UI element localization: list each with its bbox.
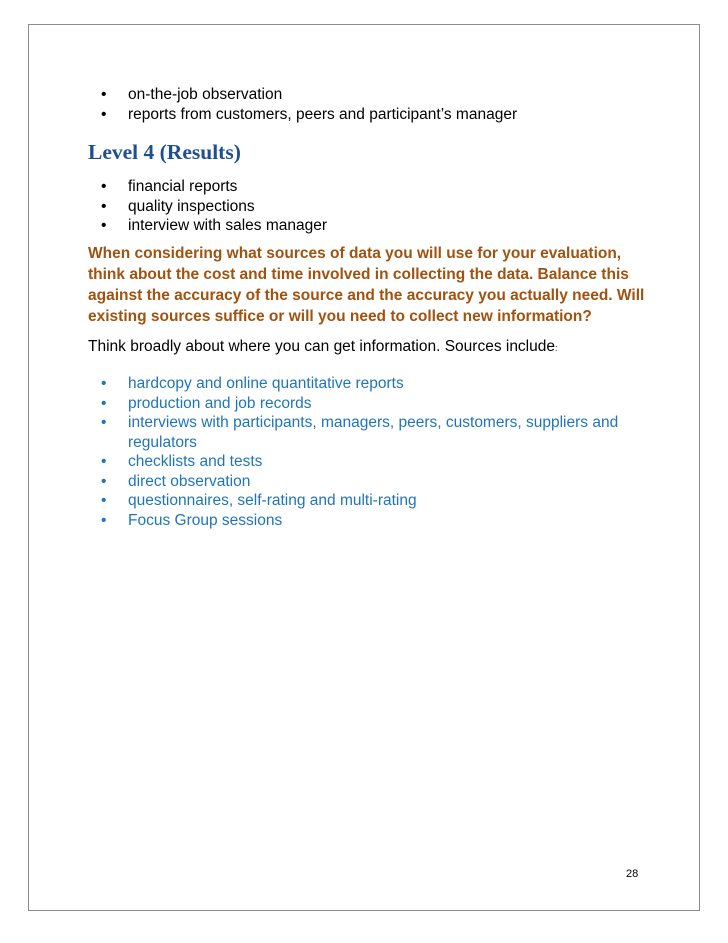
- list-item-text: questionnaires, self-rating and multi-rating: [128, 492, 417, 510]
- list-item: [88, 413, 648, 452]
- list-item-text: Focus Group sessions: [128, 511, 283, 529]
- bullet-icon: •: [101, 492, 107, 510]
- bullet-icon: •: [101, 511, 107, 529]
- page-content: [88, 85, 648, 530]
- list-item-text: checklists and tests: [128, 453, 263, 471]
- page-number: 28: [626, 868, 639, 880]
- bullet-icon: •: [101, 178, 107, 195]
- list-item-text: interviews with participants, managers, peers, customers, suppliers and regulators: [128, 414, 619, 451]
- list-item-text: on-the-job observation: [128, 86, 283, 103]
- list-item-text: reports from customers, peers and participant’s manager: [128, 105, 518, 123]
- list-item-text: financial reports: [128, 178, 238, 195]
- sources-intro-text: Think broadly about where you can get information. Sources include: [88, 338, 555, 356]
- list-item: [88, 394, 648, 414]
- list-item-text: direct observation: [128, 472, 251, 490]
- bullet-icon: •: [101, 217, 107, 234]
- list-item: [88, 491, 648, 511]
- list-item: [88, 177, 648, 197]
- list-item: [88, 374, 648, 394]
- list-item: [88, 197, 648, 217]
- bullet-icon: •: [101, 105, 107, 123]
- list-item: [88, 85, 648, 105]
- bullet-icon: •: [101, 197, 107, 215]
- list-item-text: quality inspections: [128, 197, 255, 215]
- list-item-text: production and job records: [128, 394, 312, 412]
- sources-intro: [88, 337, 648, 358]
- bullet-icon: •: [101, 472, 107, 490]
- list-item-text: interview with sales manager: [128, 217, 328, 234]
- bullet-icon: •: [101, 414, 107, 432]
- list-item: [88, 216, 648, 236]
- list-item-text: hardcopy and online quantitative reports: [128, 375, 404, 393]
- bullet-icon: •: [101, 375, 107, 393]
- list-item: [88, 452, 648, 472]
- sources-list: [88, 374, 648, 530]
- list-item: [88, 472, 648, 492]
- list-item: [88, 511, 648, 531]
- bullet-icon: •: [101, 453, 107, 471]
- bullet-icon: •: [101, 86, 107, 103]
- level-4-heading: Level 4 (Results): [88, 140, 241, 164]
- list-item: [88, 105, 648, 125]
- observation-list: [88, 85, 648, 124]
- sources-intro-colon: :: [555, 343, 558, 354]
- bullet-icon: •: [101, 394, 107, 412]
- results-list: [88, 177, 648, 236]
- data-sources-callout: When considering what sources of data you will use for your evaluation, think about the cost and time involved in collecting the data. Balance this against the accuracy of the source and the accuracy you actually need. Will existing sources suffice or will you need to collect new information?: [88, 244, 645, 326]
